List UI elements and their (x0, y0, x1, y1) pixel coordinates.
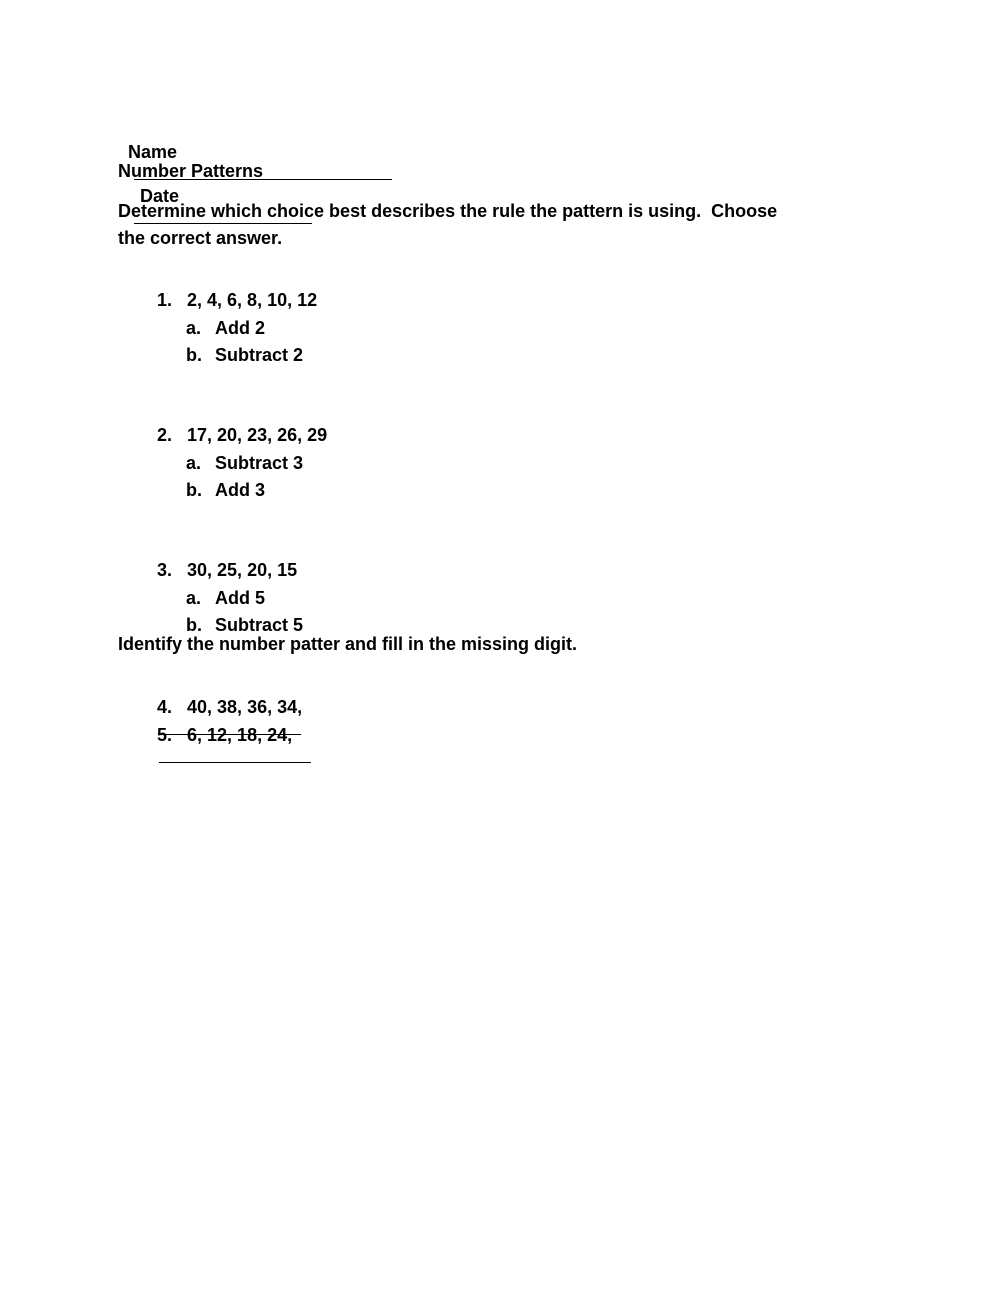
option-letter: b. (186, 345, 203, 365)
question-1-option-b[interactable] (176, 322, 303, 366)
option-text: Subtract 5 (215, 615, 304, 635)
option-letter: a. (186, 588, 202, 608)
question-3-option-b[interactable] (176, 592, 303, 636)
option-text: Add 2 (215, 318, 266, 338)
answer-blank[interactable] (159, 746, 311, 763)
question-number: 1. (157, 290, 173, 310)
question-number: 5. (157, 725, 173, 745)
option-letter: b. (186, 480, 203, 500)
question-2-option-b[interactable] (176, 457, 265, 501)
question-number: 2. (157, 425, 173, 445)
option-letter: a. (186, 318, 202, 338)
worksheet-title: Number Patterns (118, 161, 264, 181)
question-pattern: 40, 38, 36, 34, (187, 697, 303, 717)
fill-in-instructions: Identify the number patter and fill in the missing digit. (118, 634, 578, 654)
option-text: Subtract 2 (215, 345, 304, 365)
question-number: 3. (157, 560, 173, 580)
option-letter: b. (186, 615, 203, 635)
question-number: 4. (157, 697, 173, 717)
option-text: Subtract 3 (215, 453, 304, 473)
name-label: Name (128, 142, 178, 162)
question-pattern: 2, 4, 6, 8, 10, 12 (187, 290, 318, 310)
option-letter: a. (186, 453, 202, 473)
option-text: Add 5 (215, 588, 266, 608)
question-pattern: 17, 20, 23, 26, 29 (187, 425, 328, 445)
instructions-line-1: Determine which choice best describes the rule the pattern is using. Choose (118, 201, 778, 221)
instructions-line-2: the correct answer. (118, 228, 283, 248)
question-pattern: 30, 25, 20, 15 (187, 560, 298, 580)
fill-in-question-5 (147, 702, 311, 768)
question-pattern: 6, 12, 18, 24, (187, 725, 293, 745)
date-label: Date (140, 186, 180, 206)
option-text: Add 3 (215, 480, 266, 500)
